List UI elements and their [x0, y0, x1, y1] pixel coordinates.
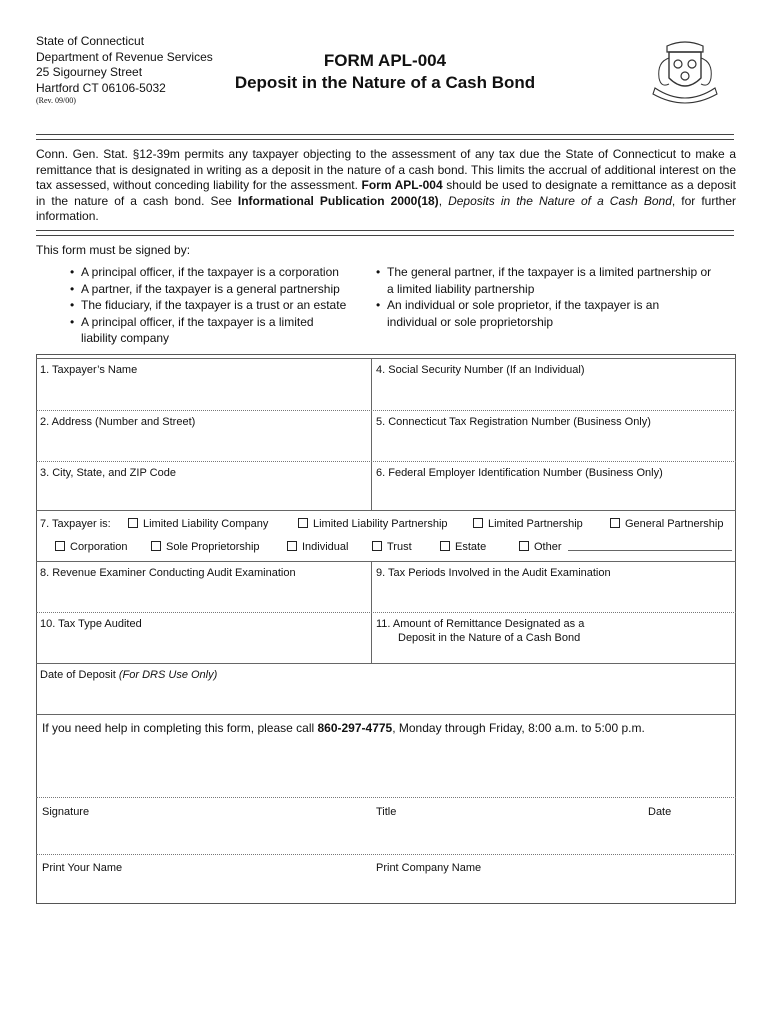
- checkbox-trust[interactable]: [372, 541, 412, 553]
- checkbox-icon[interactable]: [372, 541, 382, 551]
- checkbox-icon[interactable]: [128, 518, 138, 528]
- date-of-deposit-label: Date of Deposit: [40, 669, 119, 681]
- grid-rule: [36, 714, 736, 715]
- agency-line: Department of Revenue Services: [36, 49, 213, 64]
- intro-text: should be used to designate a remittance as a deposit in the nature of a cash bond. See: [36, 178, 737, 208]
- help-text-part: If you need help in completing this form, please call: [42, 721, 318, 735]
- list-item: • The general partner, if the taxpayer is a limited partnership or a limited liability partnership: [376, 264, 721, 297]
- header-rule: [36, 134, 734, 135]
- checkbox-label: Estate: [455, 541, 487, 553]
- form-reference: Form APL-004: [361, 178, 443, 192]
- checkbox-label: Limited Partnership: [488, 518, 583, 530]
- publication-reference: Informational Publication 2000(18): [237, 193, 439, 208]
- taxpayer-name-field[interactable]: 1. Taxpayer’s Name: [40, 364, 138, 376]
- checkbox-estate[interactable]: [440, 541, 486, 553]
- tax-periods-field[interactable]: 9. Tax Periods Involved in the Audit Examination: [376, 567, 611, 579]
- agency-address: [36, 34, 213, 96]
- form-title-block: [190, 50, 580, 94]
- signature-line[interactable]: [36, 797, 736, 798]
- list-item: • The fiduciary, if the taxpayer is a trust or an estate: [70, 297, 370, 314]
- checkbox-label: Trust: [387, 541, 412, 553]
- grid-rule: [36, 510, 736, 511]
- checkbox-icon[interactable]: [55, 541, 65, 551]
- checkbox-general-partnership[interactable]: [610, 518, 723, 530]
- checkbox-limited-liability-partnership[interactable]: [298, 518, 448, 530]
- help-text-part: , Monday through Friday, 8:00 a.m. to 5:00 p.m.: [392, 721, 645, 735]
- signers-list-right: [376, 264, 721, 330]
- intro-text: , for further information.: [36, 193, 737, 223]
- taxpayer-type-label: 7. Taxpayer is:: [40, 518, 111, 530]
- ct-tax-registration-field[interactable]: 5. Connecticut Tax Registration Number (Business Only): [376, 416, 651, 428]
- drs-use-note: (For DRS Use Only): [118, 669, 218, 681]
- checkbox-label: General Partnership: [625, 518, 724, 530]
- checkbox-icon[interactable]: [610, 518, 620, 528]
- remittance-label: 11. Amount of Remittance Designated as a: [376, 618, 585, 630]
- revenue-examiner-field[interactable]: 8. Revenue Examiner Conducting Audit Examination: [40, 567, 296, 579]
- checkbox-other[interactable]: [519, 541, 562, 553]
- checkbox-limited-partnership[interactable]: [473, 518, 583, 530]
- other-write-in-line[interactable]: [568, 550, 732, 551]
- checkbox-sole-proprietorship[interactable]: [151, 541, 260, 553]
- agency-line: Hartford CT 06106-5032: [36, 80, 166, 95]
- checkbox-icon[interactable]: [440, 541, 450, 551]
- tax-type-field[interactable]: 10. Tax Type Audited: [40, 618, 142, 630]
- checkbox-label: Other: [534, 541, 562, 553]
- checkbox-label: Limited Liability Company: [143, 518, 269, 530]
- checkbox-icon[interactable]: [519, 541, 529, 551]
- publication-title: Deposits in the Nature of a Cash Bond: [448, 193, 672, 208]
- address-field[interactable]: 2. Address (Number and Street): [40, 416, 196, 428]
- checkbox-label: Corporation: [70, 541, 128, 553]
- fein-field[interactable]: 6. Federal Employer Identification Number (Business Only): [376, 467, 663, 479]
- signers-list-left: [70, 264, 370, 347]
- help-text: [42, 721, 645, 735]
- checkbox-icon[interactable]: [287, 541, 297, 551]
- checkbox-icon[interactable]: [151, 541, 161, 551]
- intro-paragraph: [36, 147, 736, 225]
- agency-line: 25 Sigourney Street: [36, 65, 143, 79]
- checkbox-icon[interactable]: [298, 518, 308, 528]
- form-title: Deposit in the Nature of a Cash Bond: [234, 73, 536, 92]
- signers-heading: This form must be signed by:: [36, 243, 191, 257]
- date-of-deposit-field[interactable]: [36, 663, 736, 714]
- checkbox-individual[interactable]: [287, 541, 348, 553]
- list-item: • A principal officer, if the taxpayer is a corporation: [70, 264, 370, 281]
- state-seal-icon: [645, 38, 725, 108]
- list-item: • A principal officer, if the taxpayer is a limited liability company: [70, 314, 331, 347]
- ssn-field[interactable]: 4. Social Security Number (If an Individual): [376, 364, 585, 376]
- title-label: Title: [376, 806, 397, 818]
- print-name-label: Print Your Name: [42, 862, 123, 874]
- list-item: • An individual or sole proprietor, if the taxpayer is an individual or sole proprietorship: [376, 297, 687, 330]
- signature-label: Signature: [42, 806, 90, 818]
- print-company-label: Print Company Name: [376, 862, 482, 874]
- checkbox-label: Individual: [302, 541, 349, 553]
- checkbox-limited-liability-company[interactable]: [128, 518, 268, 530]
- checkbox-label: Limited Liability Partnership: [313, 518, 448, 530]
- print-name-line[interactable]: [36, 854, 736, 855]
- intro-text: Conn. Gen. Stat. §12-39m permits any taxpayer objecting to the assessment of any tax due the State of Connecticut to make a remittance that is designated in writing as a deposit in the nature of a cash bond. This limits the accrual of additional interest on the tax assessed, without conceding liability for the assessment.: [36, 147, 736, 192]
- section-rule: [36, 235, 734, 236]
- remittance-amount-field[interactable]: [372, 612, 736, 663]
- agency-line: State of Connecticut: [36, 34, 145, 48]
- checkbox-label: Sole Proprietorship: [166, 541, 260, 553]
- checkbox-corporation[interactable]: [55, 541, 127, 553]
- remittance-label: Deposit in the Nature of a Cash Bond: [398, 632, 581, 644]
- help-phone: 860-297-4775: [317, 721, 393, 735]
- checkbox-icon[interactable]: [473, 518, 483, 528]
- form-number: FORM APL-004: [323, 51, 447, 70]
- city-state-zip-field[interactable]: 3. City, State, and ZIP Code: [40, 467, 176, 479]
- revision-date: (Rev. 09/00): [36, 96, 76, 105]
- list-item: • A partner, if the taxpayer is a general partnership: [70, 281, 370, 298]
- section-rule: [36, 230, 734, 231]
- date-label: Date: [648, 806, 672, 818]
- intro-text: ,: [438, 193, 449, 208]
- header-rule: [36, 139, 734, 140]
